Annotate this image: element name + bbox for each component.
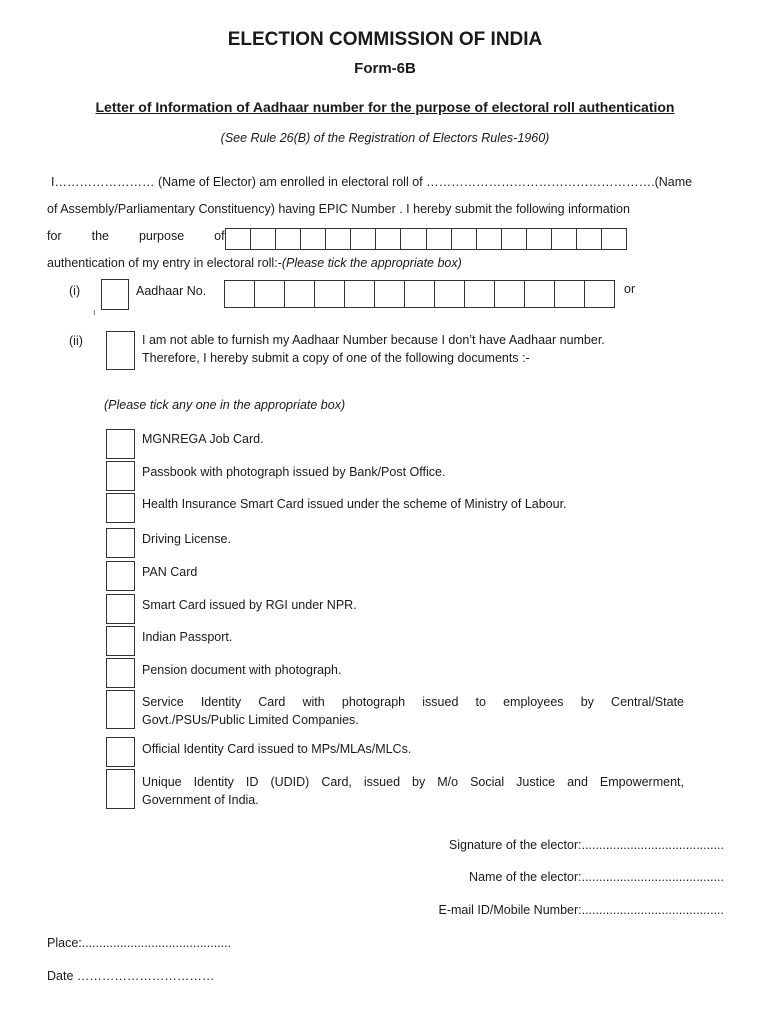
form-title: ELECTION COMMISSION OF INDIA: [227, 29, 543, 50]
doc-label-health-card: Health Insurance Smart Card issued under the scheme of Ministry of Labour.: [142, 497, 567, 511]
doc-label-service-id-line-1: Service Identity Card with photograph issued to employees by Central/State: [142, 695, 684, 709]
option-ii-number: (ii): [69, 334, 83, 348]
doc-checkbox-pan-card[interactable]: [106, 561, 135, 591]
authentication-text: authentication of my entry in electoral roll:-: [47, 256, 282, 270]
aadhaar-number-boxes[interactable]: [224, 280, 615, 308]
doc-checkbox-mgnrega[interactable]: [106, 429, 135, 459]
doc-label-passbook: Passbook with photograph issued by Bank/Post Office.: [142, 465, 446, 479]
doc-label-pension: Pension document with photograph.: [142, 663, 342, 677]
documents-instruction: (Please tick any one in the appropriate box): [104, 398, 346, 412]
doc-label-udid-line-1: Unique Identity ID (UDID) Card, issued by M/o Social Justice and Empowerment,: [142, 775, 684, 789]
date-field[interactable]: Date ……………………………: [47, 969, 215, 983]
doc-label-driving-license: Driving License.: [142, 532, 231, 546]
tick-instruction: (Please tick the appropriate box): [281, 256, 462, 270]
form-subject: Letter of Information of Aadhaar number for the purpose of electoral roll authentication: [95, 99, 675, 115]
option-ii-line-1: I am not able to furnish my Aadhaar Number because I don’t have Aadhaar number.: [142, 333, 605, 347]
contact-field[interactable]: E-mail ID/Mobile Number:.........................................: [438, 903, 724, 917]
elector-name-field[interactable]: Name of the elector:.........................................: [469, 870, 724, 884]
doc-checkbox-pension[interactable]: [106, 658, 135, 688]
doc-checkbox-passport[interactable]: [106, 626, 135, 656]
doc-checkbox-udid[interactable]: [106, 769, 135, 809]
doc-checkbox-npr-card[interactable]: [106, 594, 135, 624]
option-ii-checkbox[interactable]: [106, 331, 135, 370]
doc-checkbox-driving-license[interactable]: [106, 528, 135, 558]
doc-label-mgnrega: MGNREGA Job Card.: [142, 432, 264, 446]
stray-mark: ı: [93, 307, 96, 317]
doc-checkbox-passbook[interactable]: [106, 461, 135, 491]
form-number: Form-6B: [354, 60, 416, 77]
declaration-line-1: I…………………… (Name of Elector) am enrolled in electoral roll of ……………………………………………….(Name: [51, 175, 693, 189]
doc-label-udid-line-2: Government of India.: [142, 793, 259, 807]
doc-label-passport: Indian Passport.: [142, 630, 233, 644]
doc-label-service-id-line-2: Govt./PSUs/Public Limited Companies.: [142, 713, 359, 727]
doc-label-official-id: Official Identity Card issued to MPs/MLAs/MLCs.: [142, 742, 412, 756]
declaration-line-3: [47, 229, 255, 243]
option-ii-line-2: Therefore, I hereby submit a copy of one of the following documents :-: [142, 351, 530, 365]
doc-label-pan-card: PAN Card: [142, 565, 198, 579]
doc-checkbox-official-id[interactable]: [106, 737, 135, 767]
rule-reference: (See Rule 26(B) of the Registration of Electors Rules-1960): [220, 131, 550, 145]
declaration-line-4: [47, 256, 462, 270]
doc-checkbox-health-card[interactable]: [106, 493, 135, 523]
word-of: of: [214, 229, 225, 243]
place-field[interactable]: Place:...........................................: [47, 936, 232, 950]
word-for: for: [47, 229, 62, 243]
declaration-line-2: of Assembly/Parliamentary Constituency) having EPIC Number . I hereby submit the following information: [47, 202, 630, 216]
word-purpose: purpose: [138, 229, 185, 243]
doc-label-npr-card: Smart Card issued by RGI under NPR.: [142, 598, 357, 612]
doc-checkbox-service-id[interactable]: [106, 690, 135, 729]
option-i-checkbox[interactable]: [101, 279, 129, 310]
epic-number-boxes[interactable]: [225, 228, 627, 250]
word-the: the: [91, 229, 109, 243]
aadhaar-label: Aadhaar No.: [136, 284, 207, 298]
signature-field[interactable]: Signature of the elector:.........................................: [448, 838, 724, 852]
or-label: or: [624, 282, 636, 296]
option-i-number: (i): [69, 284, 81, 298]
